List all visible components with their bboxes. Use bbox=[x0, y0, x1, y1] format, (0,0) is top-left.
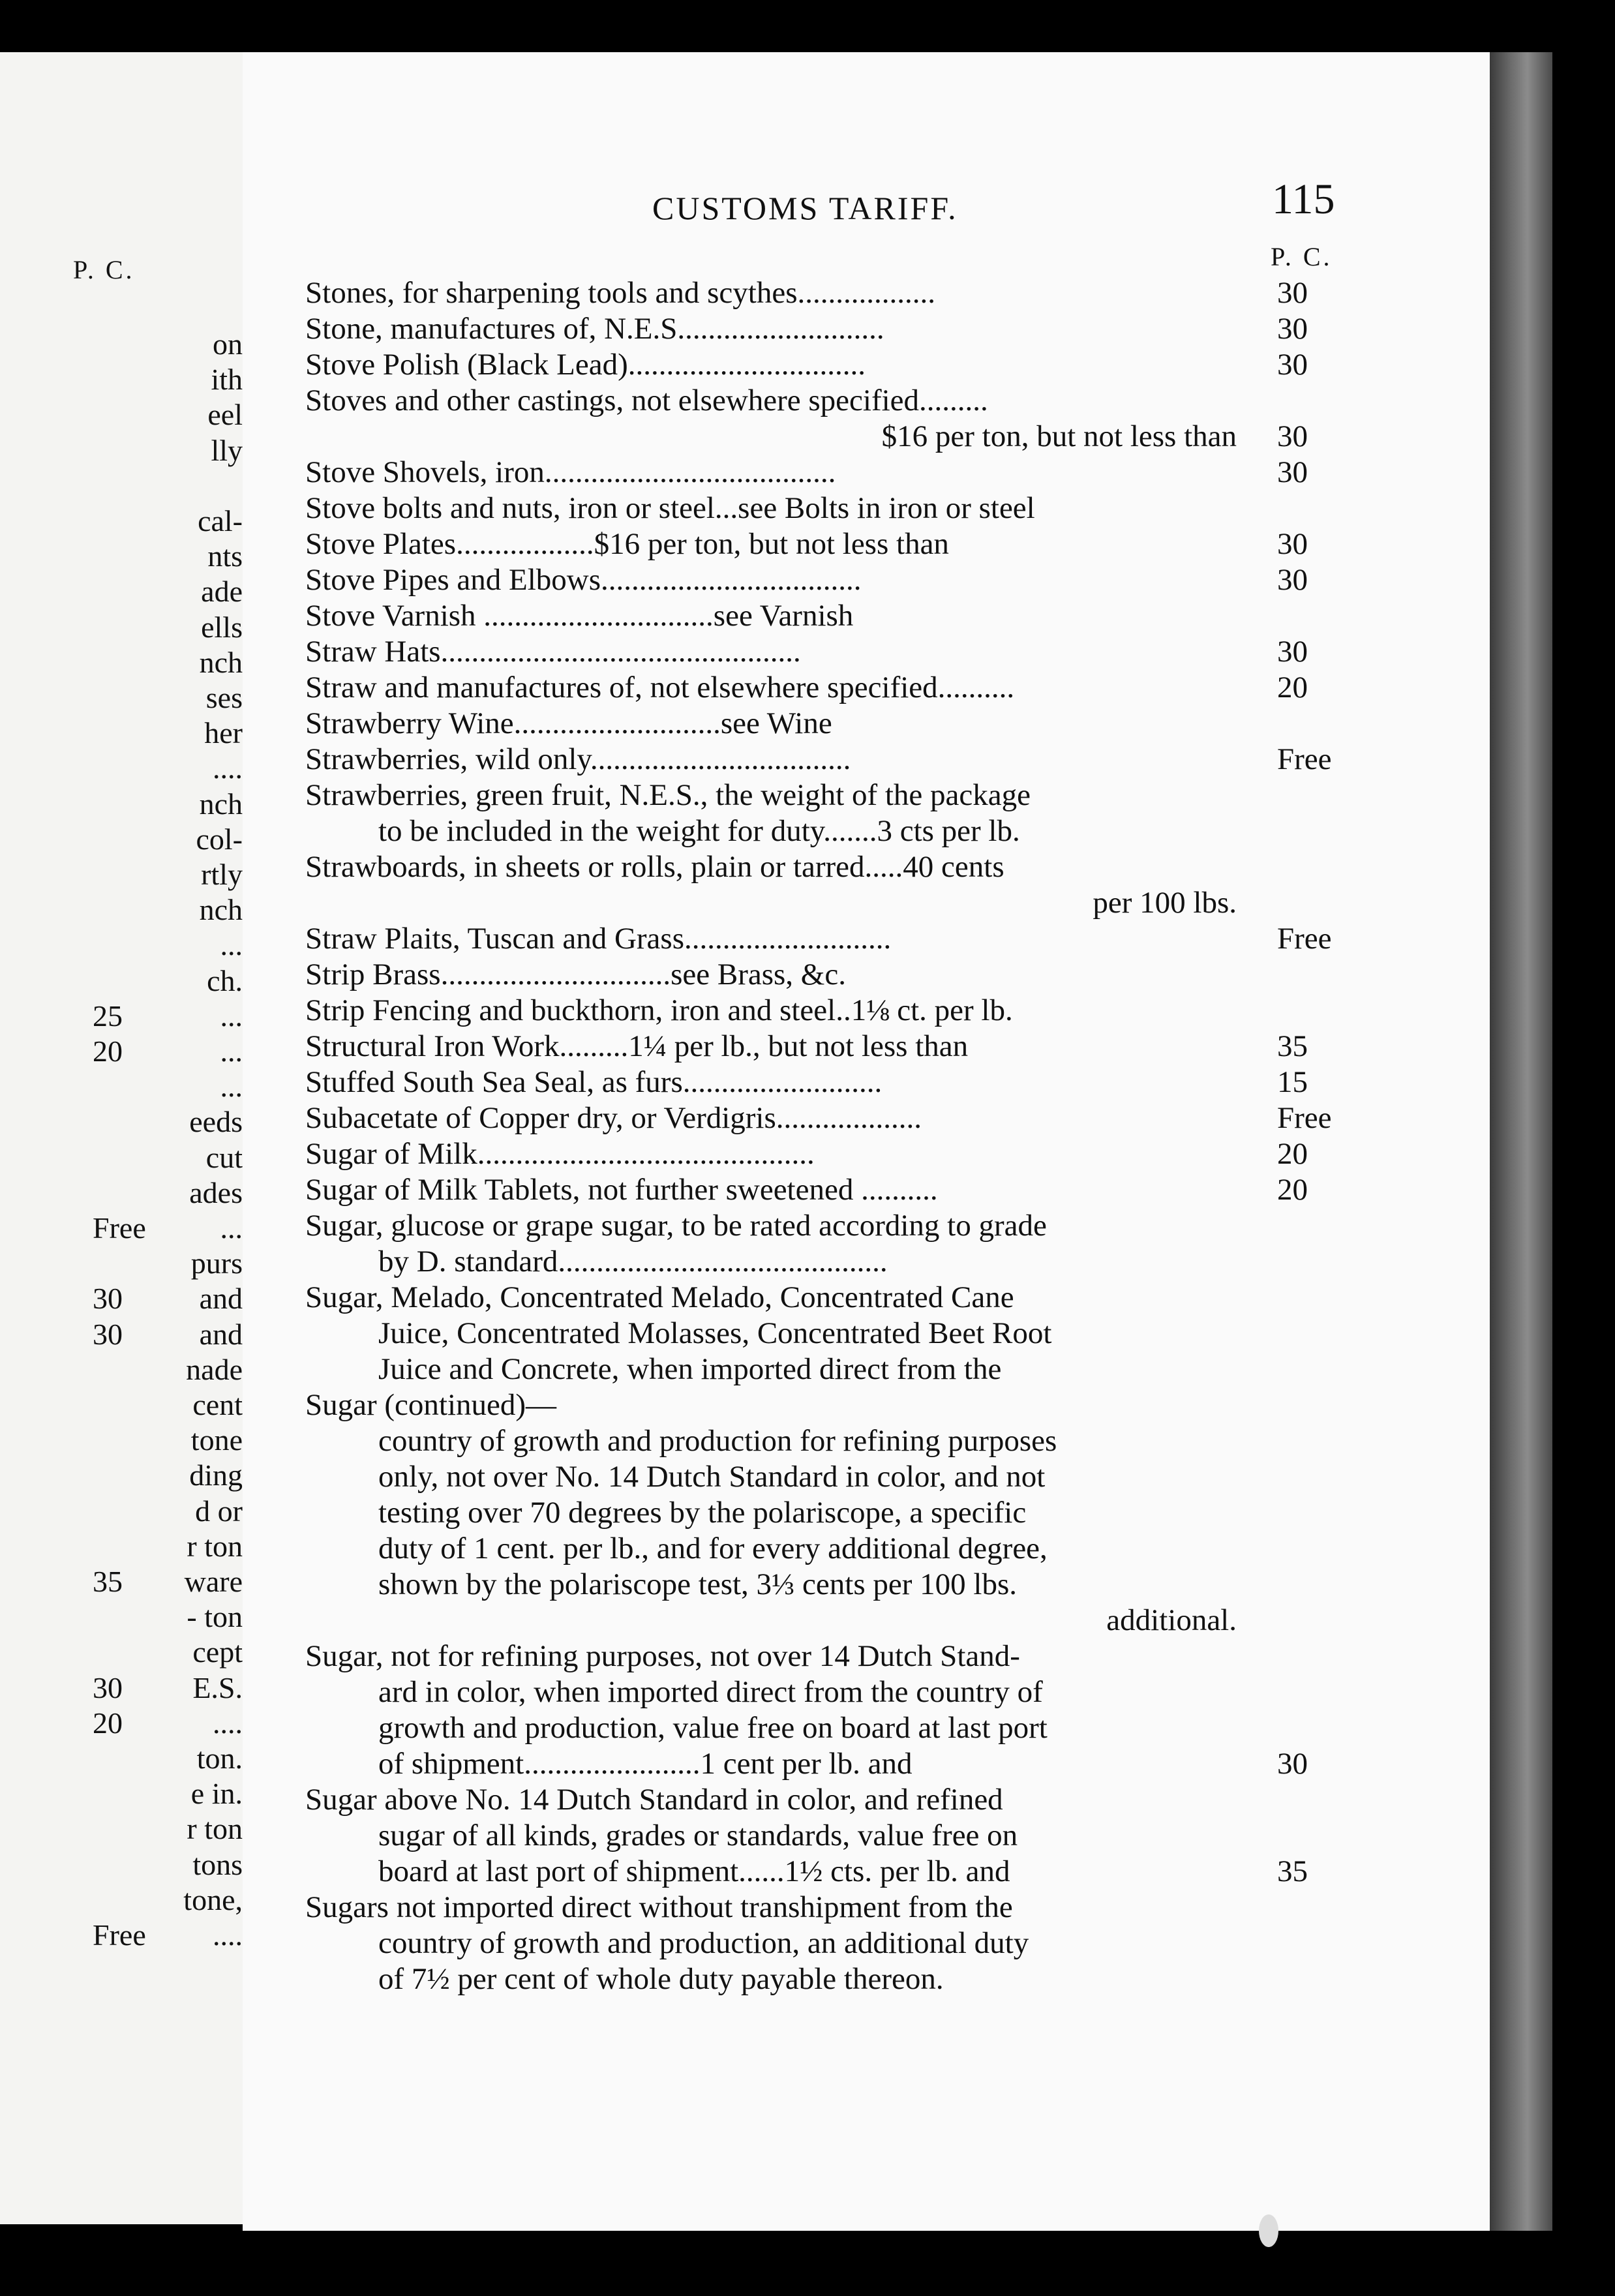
tariff-row bbox=[305, 1387, 1372, 1423]
tariff-row bbox=[305, 813, 1372, 849]
left-fragment-line bbox=[0, 1705, 243, 1742]
left-fragment-line bbox=[0, 361, 243, 398]
tariff-row bbox=[305, 455, 1372, 491]
left-fragment-text: ade bbox=[201, 575, 243, 609]
tariff-entry-text: sugar of all kinds, grades or standards, value free on bbox=[378, 1819, 1018, 1852]
left-fragment-text: .... bbox=[213, 1918, 243, 1952]
left-fragment-line bbox=[0, 609, 243, 646]
left-fragment-text: and bbox=[199, 1282, 243, 1316]
left-fragment-line bbox=[0, 1316, 243, 1353]
left-fragment-line bbox=[0, 573, 243, 610]
left-fragment-text: ... bbox=[220, 1070, 243, 1104]
left-fragment-line bbox=[0, 644, 243, 681]
tariff-entry-text: Sugar, Melado, Concentrated Melado, Concentrated Cane bbox=[305, 1280, 1014, 1314]
tariff-entry-text: Stuffed South Sea Seal, as furs.......................... bbox=[305, 1065, 883, 1099]
tariff-row bbox=[305, 1029, 1372, 1065]
tariff-rate: 20 bbox=[1277, 1173, 1308, 1207]
left-fragment-text: ware bbox=[184, 1565, 243, 1598]
tariff-row bbox=[305, 670, 1372, 706]
tariff-entry-text: by D. standard........................................... bbox=[378, 1245, 888, 1278]
tariff-entry-text: duty of 1 cent. per lb., and for every additional degree, bbox=[378, 1532, 1048, 1565]
tariff-row bbox=[305, 598, 1372, 634]
left-fragment-text: nts bbox=[207, 539, 243, 573]
tariff-row bbox=[305, 1531, 1372, 1567]
left-fragment-text: - ton bbox=[187, 1600, 243, 1634]
tariff-entry-text: Stove Plates..................$16 per ton, but not less than bbox=[305, 527, 949, 561]
left-fragment-line bbox=[0, 1104, 243, 1140]
tariff-row bbox=[305, 1459, 1372, 1495]
left-fragment-text: ses bbox=[205, 681, 243, 714]
left-fragment-line bbox=[0, 821, 243, 858]
left-fragment-line bbox=[0, 786, 243, 823]
tariff-row bbox=[305, 1890, 1372, 1926]
tariff-row bbox=[305, 1567, 1372, 1603]
left-fragment-text: nch bbox=[199, 645, 243, 679]
left-fragment-line bbox=[0, 1740, 243, 1777]
tariff-row bbox=[305, 921, 1372, 957]
pc-heading: P. C. bbox=[1271, 242, 1333, 271]
tariff-rate: Free bbox=[1277, 742, 1332, 776]
left-fragment-text: ades bbox=[189, 1175, 243, 1209]
tariff-entry-text: of 7½ per cent of whole duty payable thereon. bbox=[378, 1962, 944, 1996]
tariff-entry-text: shown by the polariscope test, 3⅓ cents per 100 lbs. bbox=[378, 1567, 1017, 1601]
tariff-row bbox=[305, 491, 1372, 526]
page-number: 115 bbox=[1272, 175, 1335, 223]
tariff-rate: 30 bbox=[1277, 455, 1308, 489]
left-pc-heading: P. C. bbox=[73, 255, 135, 284]
tariff-rate: 30 bbox=[1277, 348, 1308, 382]
tariff-row bbox=[305, 1495, 1372, 1531]
tariff-entry-text: Subacetate of Copper dry, or Verdigris................... bbox=[305, 1101, 922, 1135]
tariff-row bbox=[305, 1280, 1372, 1316]
tariff-row bbox=[305, 562, 1372, 598]
left-fragment-line bbox=[0, 1634, 243, 1670]
tariff-row bbox=[305, 957, 1372, 993]
tariff-entry-text: $16 per ton, but not less than bbox=[881, 419, 1237, 453]
tariff-entry-text: board at last port of shipment......1½ cts. per lb. and bbox=[378, 1854, 1010, 1888]
tariff-entry-text: per 100 lbs. bbox=[1093, 886, 1237, 920]
tariff-row bbox=[305, 742, 1372, 778]
tariff-row bbox=[305, 1244, 1372, 1280]
left-fragment-line bbox=[0, 927, 243, 963]
left-fragment-rate: 30 bbox=[93, 1670, 123, 1704]
left-fragment-text: r ton bbox=[187, 1812, 243, 1846]
tariff-entry-text: country of growth and production, an additional duty bbox=[378, 1926, 1029, 1960]
left-fragment-line bbox=[0, 1210, 243, 1246]
left-fragment-line bbox=[0, 1280, 243, 1317]
tariff-entries bbox=[305, 275, 1372, 1997]
tariff-row bbox=[305, 706, 1372, 742]
left-fragment-line bbox=[0, 715, 243, 751]
left-fragment-text: ... bbox=[220, 1035, 243, 1068]
tariff-row bbox=[305, 1639, 1372, 1674]
tariff-row bbox=[305, 1316, 1372, 1352]
left-fragment-text: eel bbox=[207, 398, 243, 432]
left-fragment-text: cal- bbox=[198, 504, 243, 537]
left-fragment-rate: 20 bbox=[93, 1706, 123, 1740]
left-fragment-line bbox=[0, 1882, 243, 1918]
left-fragment-line bbox=[0, 856, 243, 893]
tariff-rate: 30 bbox=[1277, 563, 1308, 597]
tariff-entry-text: Straw Hats............................................... bbox=[305, 635, 801, 669]
left-fragment-text: cent bbox=[192, 1388, 243, 1421]
left-fragment-text: nch bbox=[199, 787, 243, 821]
tariff-entry-text: Stove Polish (Black Lead)............................... bbox=[305, 348, 866, 382]
left-fragment-line bbox=[0, 1811, 243, 1847]
tariff-entry-text: Stoves and other castings, not elsewhere specified......... bbox=[305, 384, 988, 417]
left-fragment-line bbox=[0, 538, 243, 575]
tariff-row bbox=[305, 634, 1372, 670]
tariff-entry-text: Sugar, not for refining purposes, not over 14 Dutch Stand- bbox=[305, 1639, 1020, 1673]
left-fragment-rate: 25 bbox=[93, 999, 123, 1033]
left-fragment-text: ding bbox=[189, 1458, 243, 1492]
tariff-row bbox=[305, 778, 1372, 813]
left-fragment-line bbox=[0, 1387, 243, 1423]
left-fragment-line bbox=[0, 1563, 243, 1600]
tariff-row bbox=[305, 1961, 1372, 1997]
left-fragment-line bbox=[0, 1847, 243, 1883]
left-fragment-line bbox=[0, 1670, 243, 1706]
left-fragment-rate: 35 bbox=[93, 1565, 123, 1598]
tariff-rate: 35 bbox=[1277, 1029, 1308, 1063]
left-fragment-text: lly bbox=[211, 433, 243, 467]
tariff-entry-text: testing over 70 degrees by the polariscope, a specific bbox=[378, 1496, 1027, 1530]
left-fragment-text: ith bbox=[211, 363, 243, 397]
tariff-rate: 30 bbox=[1277, 527, 1308, 561]
tariff-entry-text: Sugar above No. 14 Dutch Standard in color, and refined bbox=[305, 1783, 1003, 1817]
left-fragment-text: nch bbox=[199, 893, 243, 927]
left-fragment-line bbox=[0, 1422, 243, 1458]
page-title: CUSTOMS TARIFF. bbox=[652, 190, 958, 226]
tariff-row bbox=[305, 275, 1372, 311]
left-fragment-text: rtly bbox=[201, 858, 243, 891]
left-fragment-line bbox=[0, 1528, 243, 1565]
left-fragment-line bbox=[0, 1068, 243, 1105]
tariff-entry-text: Strawberries, wild only.................................. bbox=[305, 742, 851, 776]
tariff-entry-text: Strip Brass..............................see Brass, &c. bbox=[305, 958, 846, 991]
tariff-row bbox=[305, 1926, 1372, 1961]
left-fragment-text: d or bbox=[195, 1494, 243, 1528]
left-fragment-line bbox=[0, 1033, 243, 1070]
tariff-entry-text: only, not over No. 14 Dutch Standard in color, and not bbox=[378, 1460, 1046, 1494]
left-fragment-line bbox=[0, 892, 243, 928]
page-edge bbox=[1490, 52, 1552, 2231]
left-fragment-text: .... bbox=[213, 751, 243, 785]
tariff-rate: 30 bbox=[1277, 276, 1308, 310]
tariff-entry-text: growth and production, value free on board at last port bbox=[378, 1711, 1048, 1745]
left-fragment-text: nade bbox=[186, 1352, 243, 1386]
left-page-column bbox=[0, 52, 243, 2224]
left-fragment-text: ... bbox=[220, 928, 243, 962]
tariff-row bbox=[305, 1603, 1372, 1639]
left-fragment-line bbox=[0, 1457, 243, 1494]
left-page bbox=[0, 52, 245, 2224]
left-fragment-text: E.S. bbox=[192, 1670, 243, 1704]
tariff-entry-text: Sugar of Milk............................................ bbox=[305, 1137, 815, 1171]
tariff-row bbox=[305, 885, 1372, 921]
left-fragment-text: ... bbox=[220, 1211, 243, 1245]
tariff-row bbox=[305, 993, 1372, 1029]
tariff-entry-text: Juice and Concrete, when imported direct from the bbox=[378, 1352, 1002, 1386]
tariff-rate: Free bbox=[1277, 1101, 1332, 1135]
left-fragment-text: cut bbox=[205, 1140, 243, 1174]
tariff-row bbox=[305, 526, 1372, 562]
left-fragment-line bbox=[0, 503, 243, 539]
tariff-row bbox=[305, 1854, 1372, 1890]
left-fragment-line bbox=[0, 432, 243, 469]
tariff-entry-text: Strawberry Wine...........................see Wine bbox=[305, 706, 832, 740]
left-fragment-line bbox=[0, 1599, 243, 1635]
left-fragment-line bbox=[0, 1917, 243, 1954]
left-fragment-text: tone bbox=[190, 1423, 243, 1457]
left-fragment-line bbox=[0, 963, 243, 999]
tariff-row bbox=[305, 419, 1372, 455]
left-fragment-line bbox=[0, 750, 243, 787]
left-fragment-line bbox=[0, 468, 243, 504]
tariff-entry-text: Stone, manufactures of, N.E.S........................... bbox=[305, 312, 884, 346]
left-fragment-text: purs bbox=[190, 1246, 243, 1280]
left-fragment-line bbox=[0, 1775, 243, 1812]
left-fragment-text: ells bbox=[201, 610, 243, 644]
tariff-row bbox=[305, 1423, 1372, 1459]
left-fragment-rate: 20 bbox=[93, 1035, 123, 1068]
tariff-rate: 15 bbox=[1277, 1065, 1308, 1099]
left-fragment-text: e in. bbox=[190, 1777, 243, 1811]
tariff-row bbox=[305, 1208, 1372, 1244]
tariff-row bbox=[305, 1818, 1372, 1854]
left-fragment-text: col- bbox=[196, 822, 243, 856]
tariff-row bbox=[305, 383, 1372, 419]
left-fragment-rate: 30 bbox=[93, 1282, 123, 1316]
tariff-entry-text: Sugar, glucose or grape sugar, to be rated according to grade bbox=[305, 1209, 1047, 1243]
tariff-entry-text: Stove Pipes and Elbows.................................. bbox=[305, 563, 862, 597]
tariff-entry-text: Straw Plaits, Tuscan and Grass........................... bbox=[305, 922, 892, 956]
left-fragment-text: ton. bbox=[196, 1742, 243, 1775]
left-fragment-text: tone, bbox=[183, 1882, 243, 1916]
tariff-entry-text: Sugar of Milk Tablets, not further sweetened .......... bbox=[305, 1173, 938, 1207]
left-fragment-rate: Free bbox=[93, 1918, 146, 1952]
tariff-entry-text: Structural Iron Work.........1¼ per lb., but not less than bbox=[305, 1029, 969, 1063]
tariff-entry-text: Strawboards, in sheets or rolls, plain or tarred.....40 cents bbox=[305, 850, 1004, 884]
tariff-row bbox=[305, 1352, 1372, 1387]
left-fragment-text: her bbox=[204, 716, 243, 750]
tariff-row bbox=[305, 1782, 1372, 1818]
left-fragment-rate: Free bbox=[93, 1211, 146, 1245]
tariff-entry-text: Stones, for sharpening tools and scythes.................. bbox=[305, 276, 936, 310]
left-fragment-rate: 30 bbox=[93, 1317, 123, 1351]
tariff-entry-text: Stove bolts and nuts, iron or steel...see Bolts in iron or steel bbox=[305, 491, 1035, 525]
left-fragment-line bbox=[0, 1140, 243, 1176]
tariff-entry-text: ard in color, when imported direct from the country of bbox=[378, 1675, 1043, 1709]
tariff-row bbox=[305, 1172, 1372, 1208]
left-fragment-text: eeds bbox=[189, 1105, 243, 1139]
tariff-entry-text: Stove Shovels, iron...................................... bbox=[305, 455, 836, 489]
left-fragment-line bbox=[0, 326, 243, 363]
tariff-rate: 20 bbox=[1277, 1137, 1308, 1171]
tariff-entry-text: Sugar (continued)— bbox=[305, 1388, 557, 1422]
tariff-rate: 30 bbox=[1277, 419, 1308, 453]
tariff-row bbox=[305, 1746, 1372, 1782]
left-fragment-text: and bbox=[199, 1317, 243, 1351]
tariff-entry-text: Juice, Concentrated Molasses, Concentrated Beet Root bbox=[378, 1316, 1052, 1350]
tariff-rate: 30 bbox=[1277, 1747, 1308, 1781]
left-fragment-line bbox=[0, 1352, 243, 1388]
tariff-entry-text: Sugars not imported direct without transhipment from the bbox=[305, 1890, 1013, 1924]
tariff-entry-text: additional. bbox=[1106, 1603, 1237, 1637]
tariff-row bbox=[305, 347, 1372, 383]
tariff-entry-text: Stove Varnish ..............................see Varnish bbox=[305, 599, 854, 633]
tariff-entry-text: country of growth and production for refining purposes bbox=[378, 1424, 1057, 1458]
left-fragment-line bbox=[0, 1493, 243, 1530]
left-fragment-line bbox=[0, 397, 243, 433]
left-fragment-line bbox=[0, 1245, 243, 1282]
tariff-rate: 35 bbox=[1277, 1854, 1308, 1888]
tariff-entry-text: of shipment.......................1 cent per lb. and bbox=[378, 1747, 913, 1781]
left-fragment-text: cept bbox=[192, 1635, 243, 1669]
left-fragment-text: on bbox=[213, 327, 243, 361]
tariff-row bbox=[305, 849, 1372, 885]
tariff-row bbox=[305, 1710, 1372, 1746]
tariff-row bbox=[305, 1674, 1372, 1710]
tariff-entry-text: Strawberries, green fruit, N.E.S., the weight of the package bbox=[305, 778, 1031, 812]
tariff-entry-text: Strip Fencing and buckthorn, iron and steel..1⅛ ct. per lb. bbox=[305, 993, 1013, 1027]
left-fragment-line bbox=[0, 998, 243, 1035]
left-fragment-text: .... bbox=[213, 1706, 243, 1740]
tariff-rate: 20 bbox=[1277, 671, 1308, 704]
tariff-row bbox=[305, 1065, 1372, 1100]
tariff-rate: 30 bbox=[1277, 312, 1308, 346]
left-fragment-line bbox=[0, 680, 243, 716]
tariff-rate: Free bbox=[1277, 922, 1332, 956]
page-smudge bbox=[1259, 2214, 1278, 2247]
tariff-row bbox=[305, 1136, 1372, 1172]
left-fragment-text: ... bbox=[220, 999, 243, 1033]
tariff-entry-text: Straw and manufactures of, not elsewhere specified.......... bbox=[305, 671, 1015, 704]
left-fragment-text: tons bbox=[192, 1847, 243, 1881]
tariff-rate: 30 bbox=[1277, 635, 1308, 669]
tariff-row bbox=[305, 311, 1372, 347]
tariff-row bbox=[305, 1100, 1372, 1136]
left-fragment-text: r ton bbox=[187, 1529, 243, 1563]
tariff-entry-text: to be included in the weight for duty.......3 cts per lb. bbox=[378, 814, 1020, 848]
left-fragment-text: ch. bbox=[207, 963, 243, 997]
left-fragment-line bbox=[0, 1175, 243, 1211]
